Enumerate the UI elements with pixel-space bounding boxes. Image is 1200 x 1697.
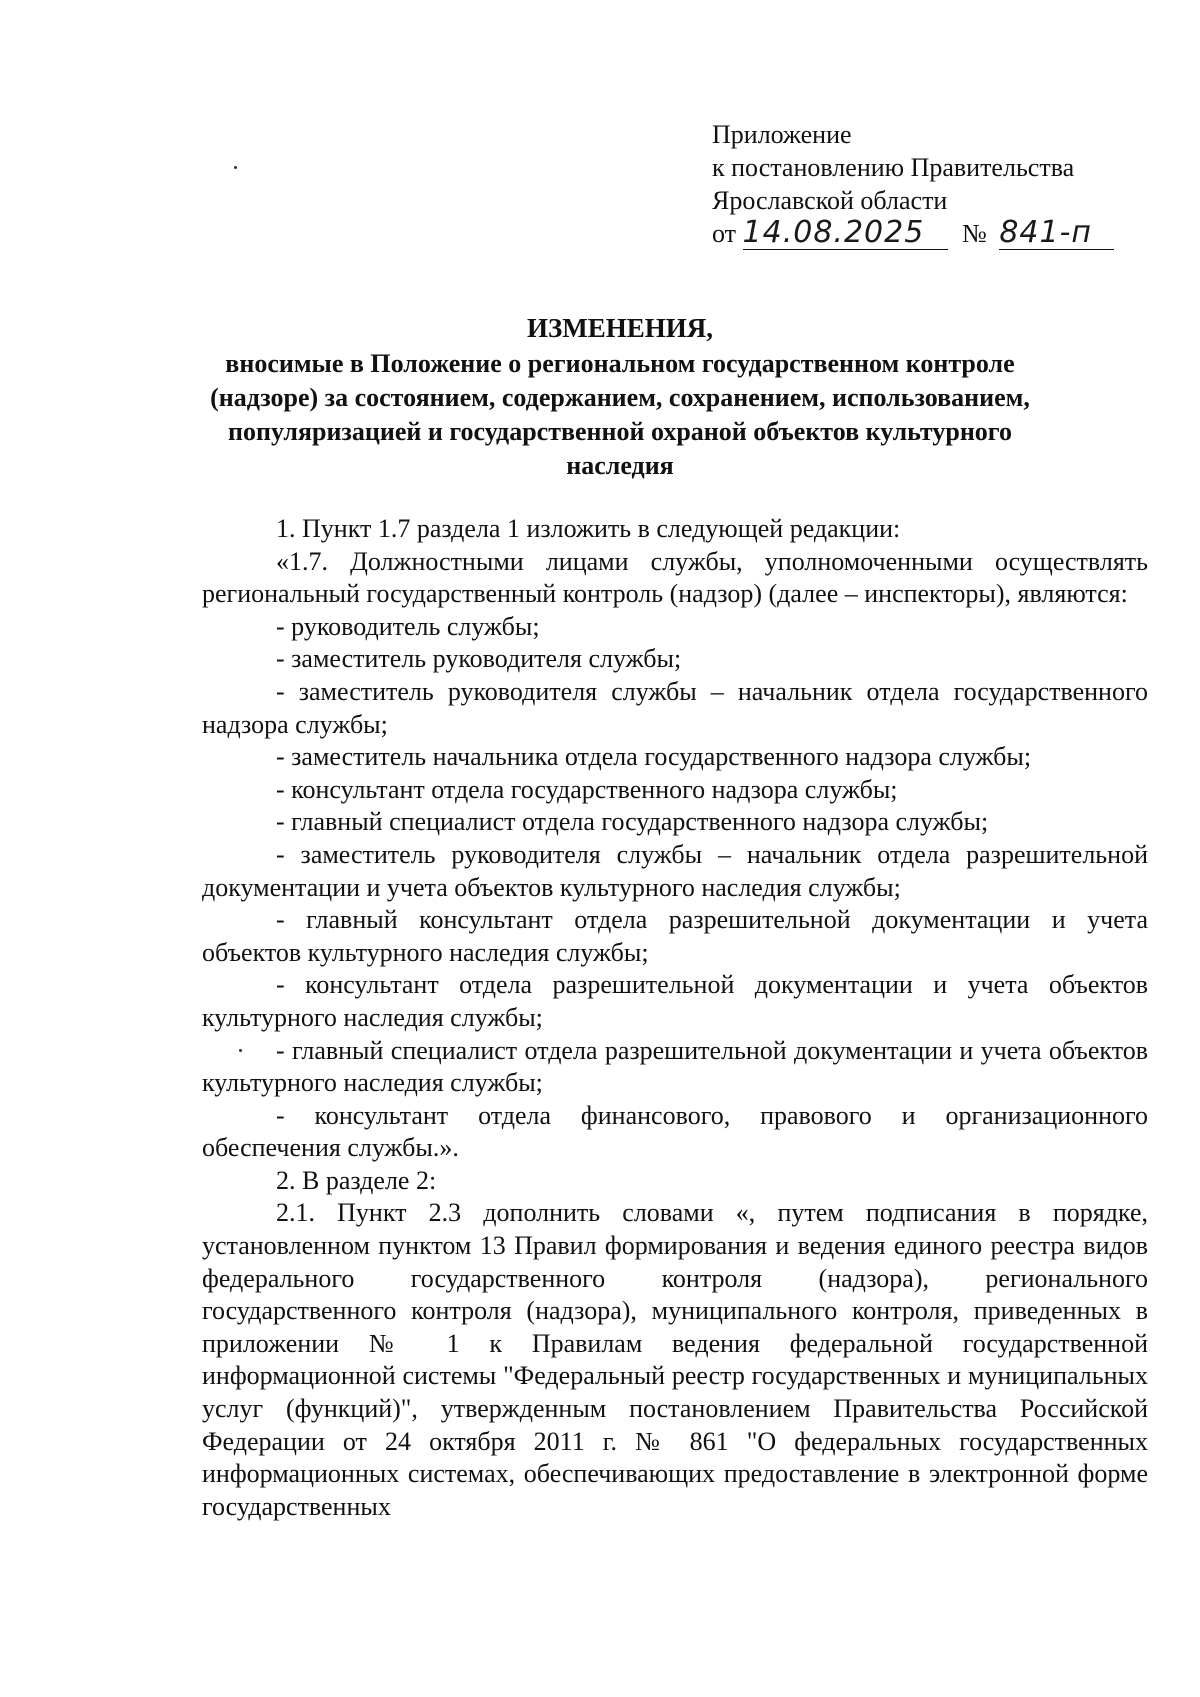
list-item: - заместитель руководителя службы – начальник отдела государственного надзора службы; — [202, 676, 1148, 739]
title-line-1: вносимые в Положение о региональном государственном контроле — [225, 349, 1015, 378]
paragraph: «1.7. Должностными лицами службы, уполномоченными осуществлять региональный государственный контроль (надзор) (далее – инспекторы), являются: — [202, 546, 1148, 609]
document-title — [190, 311, 1050, 483]
list-item: - заместитель руководителя службы – начальник отдела разрешительной документации и учета объектов культурного наследия службы; — [202, 839, 1148, 902]
handwritten-date-text: 14.08.2025 — [742, 215, 925, 250]
appendix-line-3: Ярославской области — [712, 186, 948, 215]
number-sign: № — [962, 219, 987, 248]
appendix-line-1: Приложение — [712, 120, 852, 149]
title-line-3: популяризацией и государственной охраной объектов культурного — [228, 417, 1012, 446]
paragraph: 2. В разделе 2: — [276, 1165, 437, 1195]
handwritten-number — [999, 215, 1114, 250]
list-item: - главный консультант отдела разрешительной документации и учета объектов культурного наследия службы; — [202, 905, 1148, 967]
from-label: от — [712, 219, 737, 248]
appendix-line-2: к постановлению Правительства — [712, 153, 1075, 182]
list-item: - руководитель службы; — [276, 611, 540, 641]
appendix-block — [712, 118, 1152, 250]
document-body — [202, 513, 1148, 1523]
handwritten-number-text: 841-п — [999, 215, 1093, 250]
list-item: - консультант отдела государственного надзора службы; — [276, 774, 898, 804]
list-item: - консультант отдела финансового, правового и организационного обеспечения службы.». — [202, 1100, 1148, 1163]
title-line-2: (надзоре) за состоянием, содержанием, сохранением, использованием, — [210, 383, 1030, 412]
title-line-4: наследия — [566, 451, 674, 480]
appendix-date-number-line — [712, 217, 1152, 250]
list-item: - заместитель руководителя службы; — [276, 644, 682, 674]
list-item: - заместитель начальника отдела государственного надзора службы; — [276, 742, 1032, 772]
date-underline — [743, 249, 948, 250]
paragraph: 2.1. Пункт 2.3 дополнить словами «, путем подписания в порядке, установленном пунктом 13 Правил формирования и ведения единого реестра видов федерального государственного контроля (надзора), регионального государственного контроля (надзора), муниципального контроля, приведенных в приложении № 1 к Правилам ведения федеральной государственной информационной системы "Федеральный реестр государственных и муниципальных услуг (функций)", утвержденным постановлением Правительства Российской Федерации от 24 октября 2011 г. № 861 "О федеральных государственных информационных системах, обеспечивающих предоставление в электронной форме государственных — [202, 1198, 1148, 1521]
list-item: - консультант отдела разрешительной документации и учета объектов культурного наследия службы; — [202, 970, 1148, 1032]
paragraph: 1. Пункт 1.7 раздела 1 изложить в следующей редакции: — [276, 514, 901, 543]
title-main: ИЗМЕНЕНИЯ, — [526, 313, 713, 343]
number-underline — [999, 249, 1114, 250]
handwritten-date — [742, 215, 948, 250]
list-item: - главный специалист отдела государственного надзора службы; — [276, 807, 989, 837]
list-item: - главный специалист отдела разрешительной документации и учета объектов культурного наследия службы; — [202, 1035, 1148, 1098]
scan-speck — [234, 166, 237, 169]
